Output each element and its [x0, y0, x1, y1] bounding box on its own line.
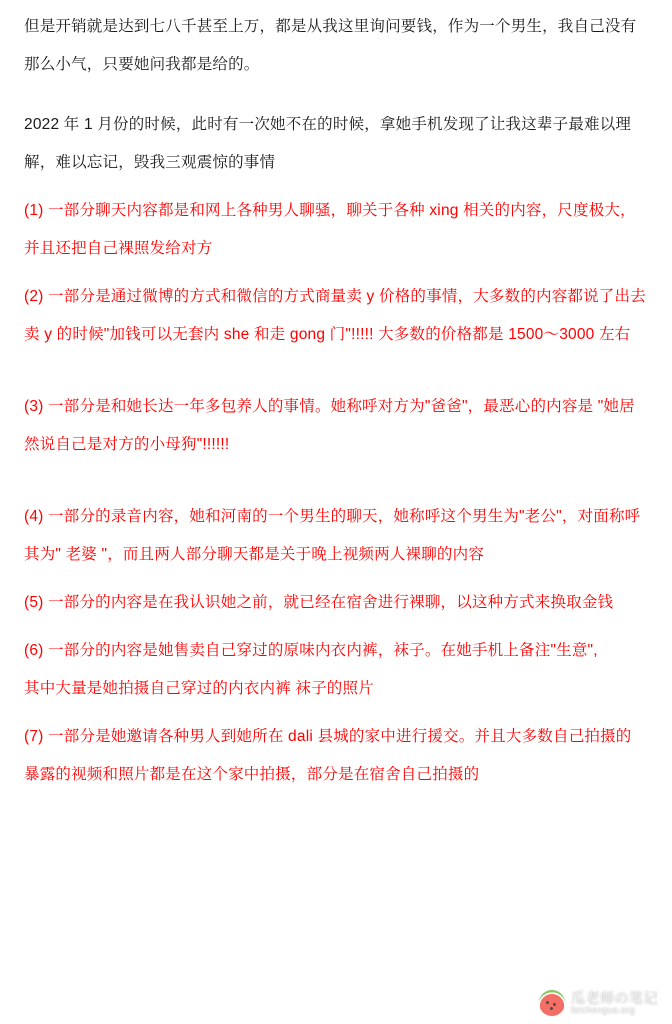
spacer	[24, 574, 648, 584]
watermark-url: feichengua.org	[571, 1004, 635, 1015]
watermelon-icon	[539, 990, 565, 1016]
spacer	[24, 268, 648, 278]
watermark-title: 瓜老师の笔记	[571, 989, 658, 1006]
paragraph-item-6-continued: 其中大量是她拍摄自己穿过的内衣内裤 袜子的照片	[24, 680, 374, 697]
paragraph-item-7: (7) 一部分是她邀请各种男人到她所在 dali 县城的家中进行援交。并且大多数自己拍摄的	[24, 728, 632, 745]
spacer	[24, 182, 648, 192]
paragraph-item-6: (6) 一部分的内容是她售卖自己穿过的原味内衣内裤，袜子。在她手机上备注"生意",	[24, 642, 598, 659]
watermark	[539, 990, 658, 1016]
paragraph-item-5: (5) 一部分的内容是在我认识她之前，就已经在宿舍进行裸聊，以这种方式来换取金钱	[24, 594, 614, 611]
paragraph-item-1: (1) 一部分聊天内容都是和网上各种男人聊骚，聊关于各种 xing 相关的内容，尺度极大，并且还把自己裸照发给对方	[24, 202, 636, 257]
paragraph-item-4: (4) 一部分的录音内容，她和河南的一个男生的聊天，她称呼这个男生为"老公"，对面称呼其为" 老婆 "，而且两人部分聊天都是关于晚上视频两人裸聊的内容	[24, 508, 641, 563]
watermark-text	[571, 991, 658, 1015]
spacer	[24, 354, 648, 388]
paragraph-item-3: (3) 一部分是和她长达一年多包养人的事情。她称呼对方为"爸爸"，最恶心的内容是 "她居然说自己是对方的小母狗"!!!!!!	[24, 398, 635, 453]
paragraph-intro: 但是开销就是达到七八千甚至上万，都是从我这里询问要钱，作为一个男生，我自己没有那么小气，只要她问我都是给的。	[24, 18, 637, 73]
spacer	[24, 708, 648, 718]
spacer	[24, 84, 648, 106]
paragraph-item-2: (2) 一部分是通过微博的方式和微信的方式商量卖 y 价格的事情，大多数的内容都说了出去卖 y 的时候"加钱可以无套内 she 和走 gong 门"!!!!! 大多数的价格都是 1500～3000 左右	[24, 288, 646, 343]
paragraph-2022-discovery: 2022 年 1 月份的时候，此时有一次她不在的时候，拿她手机发现了让我这辈子最难以理解，难以忘记，毁我三观震惊的事情	[24, 116, 632, 171]
spacer	[24, 464, 648, 498]
paragraph-item-7-continued: 暴露的视频和照片都是在这个家中拍摄，部分是在宿舍自己拍摄的	[24, 766, 480, 783]
spacer	[24, 622, 648, 632]
